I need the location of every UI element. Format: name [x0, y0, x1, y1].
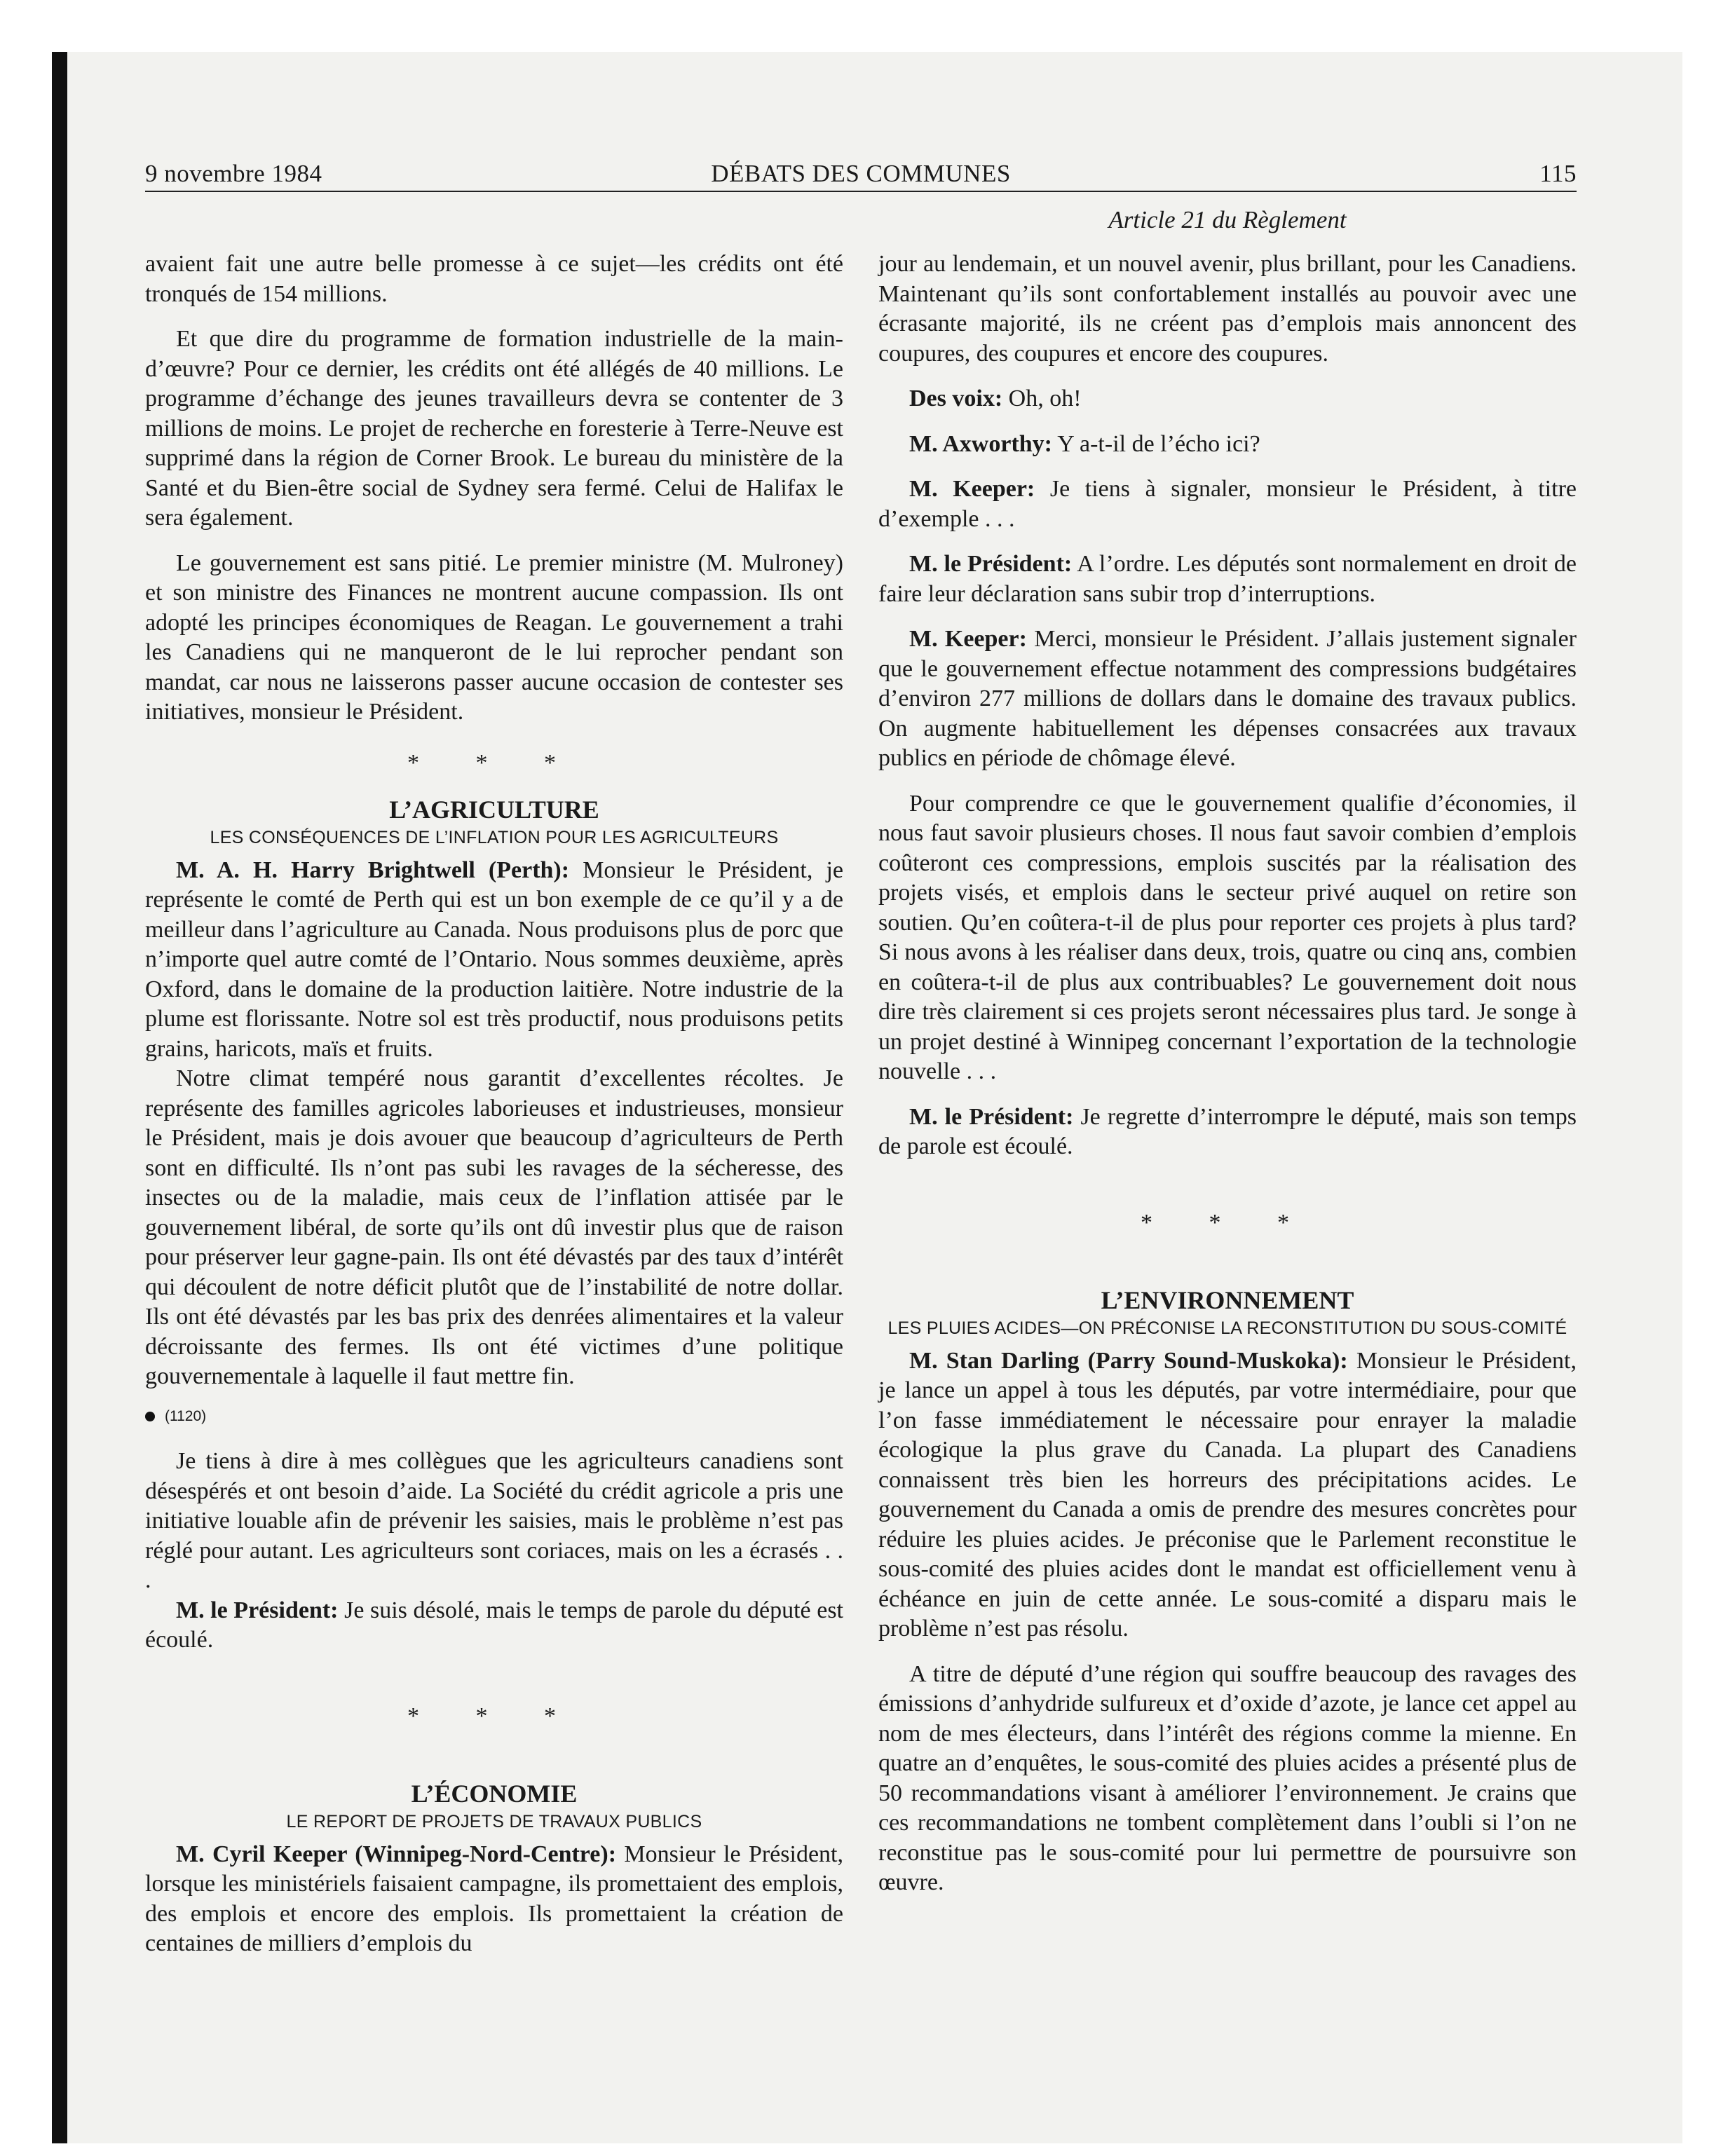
header-date: 9 novembre 1984	[145, 160, 322, 187]
speech-text: Monsieur le Président, lorsque les ministériels faisaient campagne, ils promettaient des emplois, des emplois et encore des emplois. Ils promettaient la création de centaines de milliers d’emplois du	[145, 1841, 843, 1956]
section-subtitle: LE REPORT DE PROJETS DE TRAVAUX PUBLICS	[286, 1811, 702, 1831]
section-subtitle: LES PLUIES ACIDES—ON PRÉCONISE LA RECONSTITUTION DU SOUS-COMITÉ	[887, 1318, 1567, 1338]
speech-paragraph	[878, 384, 1577, 414]
time-marker-text: (1120)	[165, 1407, 207, 1424]
speech-paragraph	[878, 1346, 1577, 1644]
paragraph: Le gouvernement est sans pitié. Le premier ministre (M. Mulroney) et son ministre des Finances ne montrent aucune compassion. Ils ont adopté les principes économiques de Reagan. Le gouvernement a trahi les Canadiens qui ne manqueront de le lui reprocher pendant son mandat, car nous ne laisserons passer aucune occasion de contester ses initiatives, monsieur le Président.	[145, 550, 843, 725]
section-subtitle: LES CONSÉQUENCES DE L’INFLATION POUR LES AGRICULTEURS	[210, 827, 779, 847]
speaker-name: M. Cyril Keeper (Winnipeg-Nord-Centre):	[176, 1841, 617, 1867]
speech-text: Je tiens à signaler, monsieur le Président, à titre d’exemple . . .	[878, 476, 1577, 532]
speech-text: Oh, oh!	[1008, 386, 1082, 411]
page-number: 115	[1539, 160, 1577, 187]
speech-text: Y a-t-il de l’écho ici?	[1057, 430, 1260, 457]
scan-edge-bar	[52, 52, 67, 2143]
speech-text: Monsieur le Président, je représente le comté de Perth qui est un bon exemple de ce qu’il y a de meilleur dans l’agriculture au Canada. Nous produisons plus de porc que n’importe quel autre comté de l’Ontario. Nous sommes deuxième, après Oxford, dans le domaine de la production laitière. Notre industrie de la plume est florissante. Notre sol est très productif, nous produisons petits grains, haricots, maïs et fruits.	[145, 857, 843, 1062]
speaker-name: M. Axworthy:	[909, 430, 1052, 457]
speaker-name: M. le Président:	[909, 1103, 1074, 1130]
section-separator: * * *	[407, 749, 581, 776]
bullet-icon	[145, 1412, 155, 1421]
speaker-name: M. le Président:	[176, 1597, 339, 1623]
paragraph: Je tiens à dire à mes collègues que les agriculteurs canadiens sont désespérés et ont besoin d’aide. La Société du crédit agricole a pris une initiative louable afin de prévenir les saisies, mais le problème n’est pas réglé pour autant. Les agriculteurs sont coriaces, mais on les a écrasés . . .	[145, 1448, 843, 1593]
right-column	[878, 250, 1577, 1913]
speech-text: Monsieur le Président, je lance un appel à tous les députés, par votre intermédiaire, pour que l’on fasse immédiatement le nécessaire pour enrayer la maladie écologique la plus grave du Canada. La plupart des Canadiens connaissent très bien les horreurs des précipitations acides. Le gouvernement du Canada a omis de prendre des mesures concrètes pour réduire les pluies acides. Je préconise que le Parlement reconstitue le sous-comité des pluies acides dont le mandat est officiellement venu à échéance en juin de cette année. Le sous-comité a disparu mais le problème n’est pas résolu.	[878, 1347, 1577, 1642]
paragraph: Notre climat tempéré nous garantit d’excellentes récoltes. Je représente des familles agricoles laborieuses et industrieuses, monsieur le Président, mais je dois avouer que beaucoup d’agriculteurs de Perth sont en difficulté. Ils n’ont pas subi les ravages de la sécheresse, des insectes ou de la maladie, mais ceux de l’inflation attisée par le gouvernement libéral, de sorte qu’ils ont dû investir plus que de raison pour préserver leur gagne-pain. Ils ont été dévastés par des taux d’intérêt qui découlent de notre déficit plutôt que de l’instabilité de notre dollar. Ils ont été dévastés par les bas prix des denrées alimentaires et la valeur décroissante des fermes. Ils ont été victimes d’une politique gouvernementale à laquelle il faut mettre fin.	[145, 1065, 843, 1389]
page-header	[145, 160, 1577, 192]
speech-paragraph	[145, 856, 843, 1065]
left-column	[145, 250, 843, 1959]
speech-text: Merci, monsieur le Président. J’allais justement signaler que le gouvernement effectue notamment des compressions budgétaires d’environ 277 millions de dollars dans le domaine des travaux publics. On augmente habituellement les dépenses consacrées aux travaux publics en période de chômage élevé.	[878, 626, 1577, 771]
speech-paragraph	[878, 550, 1577, 609]
speaker-name: M. A. H. Harry Brightwell (Perth):	[176, 857, 570, 883]
speech-text: A l’ordre. Les députés sont normalement en droit de faire leur déclaration sans subir trop d’interruptions.	[878, 551, 1577, 607]
speaker-name: M. Stan Darling (Parry Sound-Muskoka):	[909, 1347, 1348, 1374]
running-subheader: Article 21 du Règlement	[1108, 206, 1347, 233]
section-title-economie: L’ÉCONOMIE	[411, 1780, 578, 1808]
speech-paragraph	[878, 430, 1577, 460]
section-title-agriculture: L’AGRICULTURE	[389, 796, 599, 824]
speech-paragraph	[878, 625, 1577, 774]
speech-paragraph	[878, 1103, 1577, 1162]
paragraph: Et que dire du programme de formation industrielle de la main-d’œuvre? Pour ce dernier, les crédits ont été allégés de 40 millions. Le programme d’échange des jeunes travailleurs devra se contenter de 3 millions de moins. Le projet de recherche en foresterie à Terre-Neuve est supprimé dans la région de Corner Brook. Le bureau du ministère de la Santé et du Bien-être social de Sydney sera fermé. Celui de Halifax le sera également.	[145, 326, 843, 531]
speaker-name: M. Keeper:	[909, 626, 1027, 652]
paragraph: jour au lendemain, et un nouvel avenir, plus brillant, pour les Canadiens. Maintenant qu’ils sont confortablement installés au pouvoir avec une écrasante majorité, ils ne créent pas d’emplois mais annoncent des coupures, des coupures et encore des coupures.	[878, 251, 1577, 367]
speaker-name: Des voix:	[909, 386, 1003, 411]
speech-text: Je regrette d’interrompre le député, mais son temps de parole est écoulé.	[878, 1103, 1577, 1159]
time-marker	[145, 1402, 843, 1432]
paragraph: Pour comprendre ce que le gouvernement qualifie d’économies, il nous faut savoir plusieurs choses. Il nous faut savoir combien d’emplois coûteront ces compressions, emplois suscités par la réalisation des projets visés, et emplois dans le secteur privé auquel on retire son soutien. Qu’en coûtera-t-il de plus pour reporter ces projets à plus tard? Si nous avons à les réaliser dans deux, trois, quatre ou cinq ans, combien en coûtera-t-il de plus aux contribuables? Le gouvernement doit nous dire très clairement si ces projets seront nécessaires plus tard. Je songe à un projet destiné à Winnipeg concernant l’exportation de la technologie nouvelle . . .	[878, 790, 1577, 1084]
section-title-environnement: L’ENVIRONNEMENT	[1101, 1286, 1354, 1314]
section-separator: * * *	[407, 1703, 581, 1729]
speaker-name: M. le Président:	[909, 551, 1073, 577]
speaker-name: M. Keeper:	[909, 476, 1035, 502]
header-rule	[145, 191, 1577, 192]
paragraph: A titre de député d’une région qui souffre beaucoup des ravages des émissions d’anhydride sulfureux et d’oxide d’azote, je lance cet appel au nom de mes électeurs, dans l’intérêt des régions comme la mienne. En quatre an d’enquêtes, le sous-comité des pluies acides a présenté plus de 50 recommandations visant à améliorer l’environnement. Je crains que ces recommandations ne tombent complètement dans l’oubli si l’on ne reconstitue pas le sous-comité pour lui permettre de poursuivre son œuvre.	[878, 1660, 1577, 1895]
speech-text: Je suis désolé, mais le temps de parole du député est écoulé.	[145, 1597, 844, 1653]
header-title: DÉBATS DES COMMUNES	[711, 160, 1011, 187]
speech-paragraph	[145, 1840, 843, 1959]
paragraph: avaient fait une autre belle promesse à ce sujet—les crédits ont été tronqués de 154 millions.	[145, 251, 843, 307]
speech-paragraph	[878, 475, 1577, 534]
section-separator: * * *	[1141, 1209, 1314, 1236]
speech-paragraph	[145, 1596, 843, 1656]
